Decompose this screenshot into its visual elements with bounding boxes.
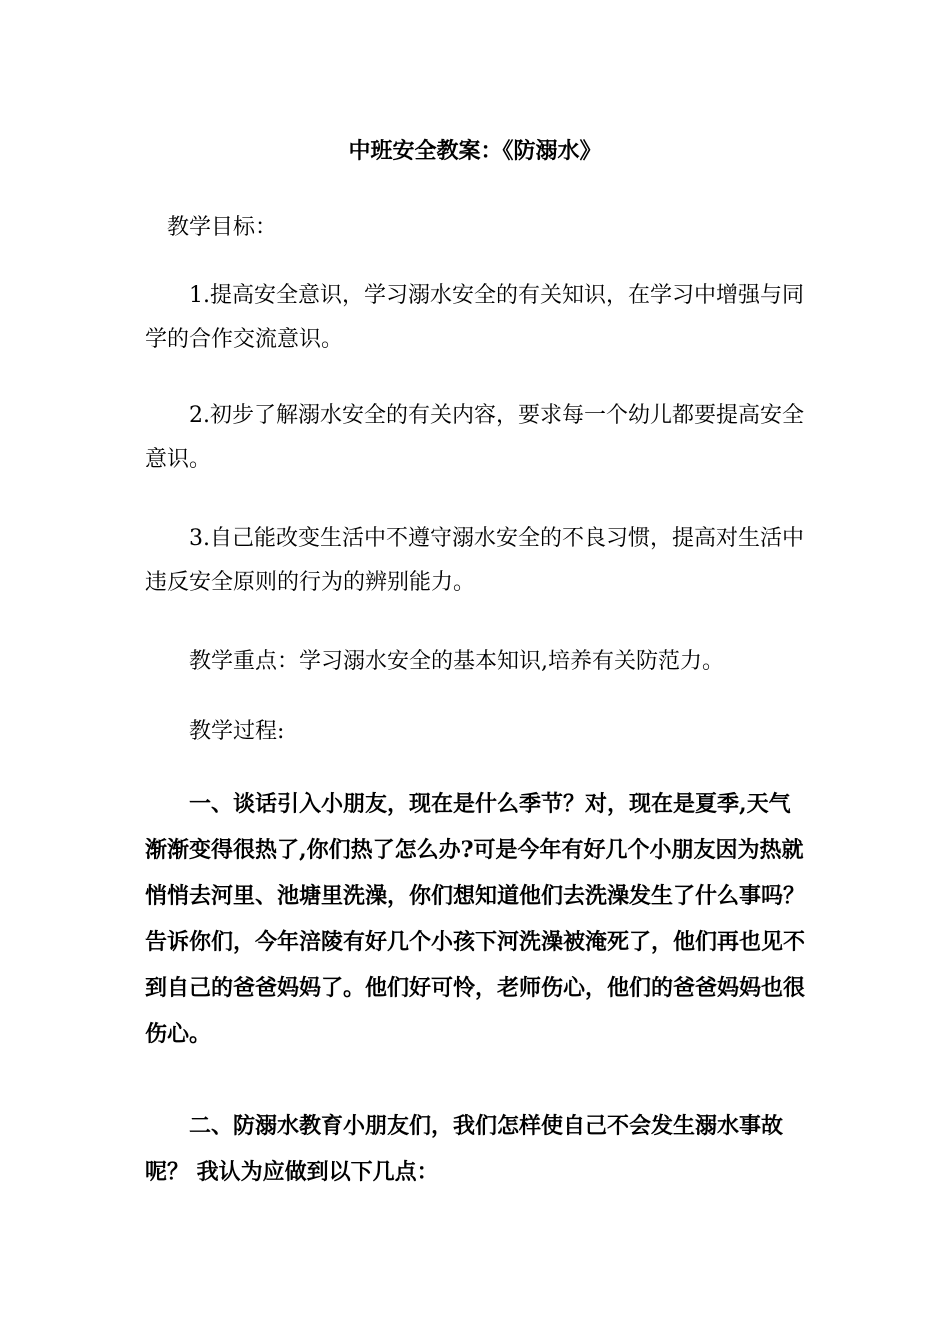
section-one-intro: 一、谈话引入小朋友，现在是什么季节？对，现在是夏季,天气渐渐变得很热了,你们热了怎么办?可是今年有好几个小朋友因为热就悄悄去河里、池塘里洗澡，你们想知道他们去洗澡发生了什么事吗？告诉你们，今年涪陵有好几个小孩下河洗澡被淹死了，他们再也见不到自己的爸爸妈妈了。他们好可怜，老师伤心，他们的爸爸妈妈也很伤心。 xyxy=(145,791,806,1047)
teaching-goals-heading: 教学目标： xyxy=(167,215,278,240)
goal-item-2: 2.初步了解溺水安全的有关内容，要求每一个幼儿都要提高安全意识。 xyxy=(145,403,804,472)
goal-item-3: 3.自己能改变生活中不遵守溺水安全的不良习惯，提高对生活中违反安全原则的行为的辨别能力。 xyxy=(145,526,804,595)
goal-item-1: 1.提高安全意识，学习溺水安全的有关知识，在学习中增强与同学的合作交流意识。 xyxy=(145,283,804,352)
teaching-process-heading: 教学过程: xyxy=(189,719,285,744)
section-two-prevention: 二、防溺水教育小朋友们，我们怎样使自己不会发生溺水事故呢？ 我认为应做到以下几点： xyxy=(145,1113,784,1185)
teaching-focus: 教学重点：学习溺水安全的基本知识,培养有关防范力。 xyxy=(189,649,724,674)
document-title: 中班安全教案：《防溺水》 xyxy=(348,138,602,164)
